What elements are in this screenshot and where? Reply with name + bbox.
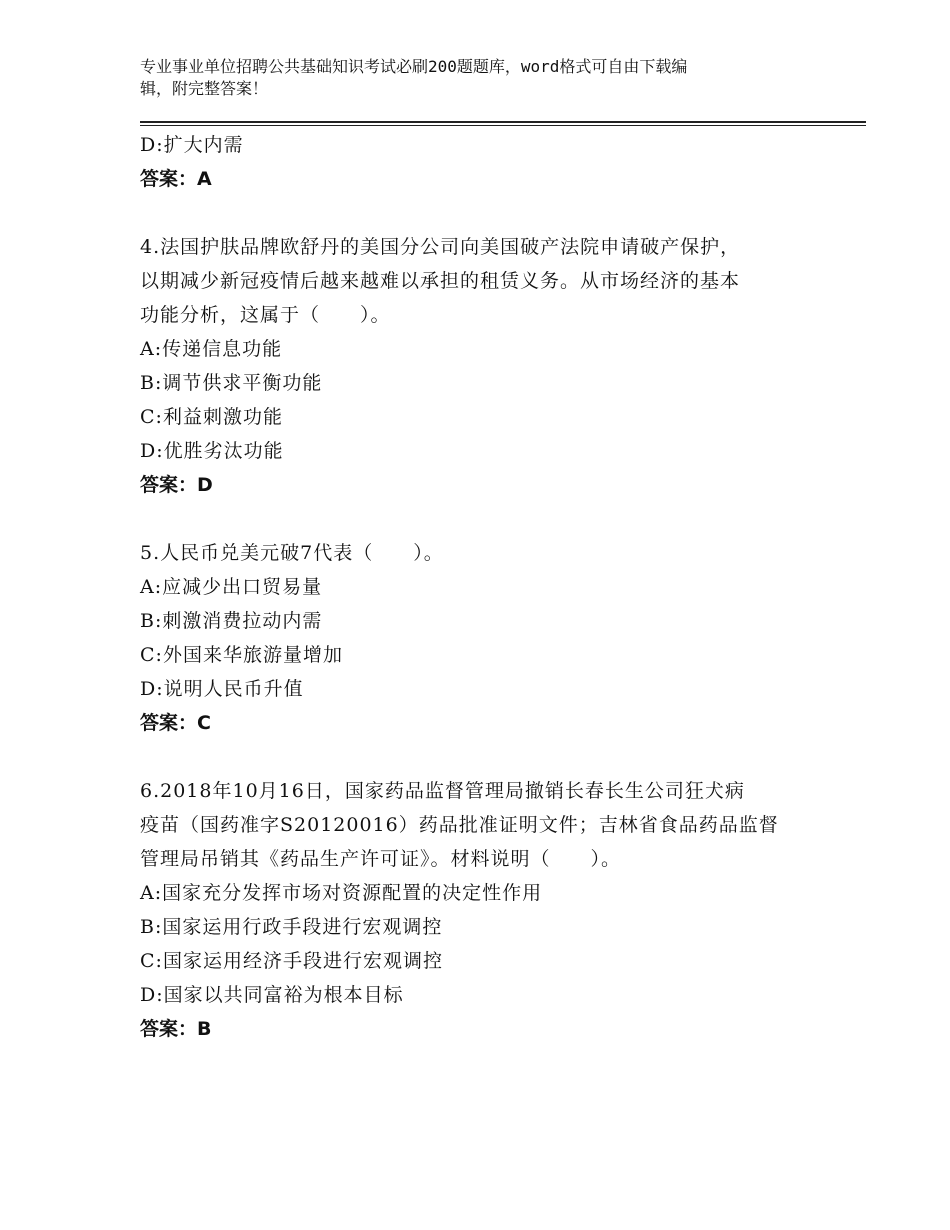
answer-line: 答案：D bbox=[140, 474, 213, 496]
header-rule-thin bbox=[140, 125, 866, 126]
question-stem-line: 5.人民币兑美元破7代表（ ）。 bbox=[140, 542, 444, 564]
option-d: D:扩大内需 bbox=[140, 134, 244, 156]
question-block bbox=[140, 774, 840, 1046]
answer-line: 答案：C bbox=[140, 712, 211, 734]
question-stem-line: 疫苗（国药准字S20120016）药品批准证明文件；吉林省食品药品监督 bbox=[140, 814, 779, 836]
option-b: B:调节供求平衡功能 bbox=[140, 372, 323, 394]
header-rule-thick bbox=[140, 121, 866, 123]
question-stem-line: 功能分析，这属于（ ）。 bbox=[140, 304, 391, 326]
option-d: D:国家以共同富裕为根本目标 bbox=[140, 984, 404, 1006]
question-block bbox=[140, 536, 840, 740]
option-c: C:外国来华旅游量增加 bbox=[140, 644, 343, 666]
spacer bbox=[140, 740, 840, 774]
option-a: A:国家充分发挥市场对资源配置的决定性作用 bbox=[140, 882, 543, 904]
answer-line: 答案：B bbox=[140, 1018, 212, 1040]
question-stem-line: 管理局吊销其《药品生产许可证》。材料说明（ ）。 bbox=[140, 848, 622, 870]
question-stem-line: 4.法国护肤品牌欧舒丹的美国分公司向美国破产法院申请破产保护， bbox=[140, 236, 741, 258]
option-a: A:应减少出口贸易量 bbox=[140, 576, 323, 598]
question-stem-line: 以期减少新冠疫情后越来越难以承担的租赁义务。从市场经济的基本 bbox=[140, 270, 741, 292]
spacer bbox=[140, 502, 840, 536]
option-b: B:刺激消费拉动内需 bbox=[140, 610, 323, 632]
option-a: A:传递信息功能 bbox=[140, 338, 283, 360]
option-c: C:利益刺激功能 bbox=[140, 406, 283, 428]
question-block bbox=[140, 230, 840, 502]
option-d: D:说明人民币升值 bbox=[140, 678, 304, 700]
header-line-1: 专业事业单位招聘公共基础知识考试必刷200题题库，word格式可自由下载编 bbox=[140, 57, 688, 76]
question-stem-line: 6.2018年10月16日，国家药品监督管理局撤销长春长生公司狂犬病 bbox=[140, 780, 745, 802]
header-line-2: 辑，附完整答案！ bbox=[140, 79, 269, 98]
answer-line: 答案：A bbox=[140, 168, 212, 190]
option-b: B:国家运用行政手段进行宏观调控 bbox=[140, 916, 443, 938]
page-header bbox=[140, 56, 800, 100]
option-c: C:国家运用经济手段进行宏观调控 bbox=[140, 950, 443, 972]
spacer bbox=[140, 196, 840, 230]
question-content bbox=[140, 128, 840, 1046]
option-d: D:优胜劣汰功能 bbox=[140, 440, 284, 462]
